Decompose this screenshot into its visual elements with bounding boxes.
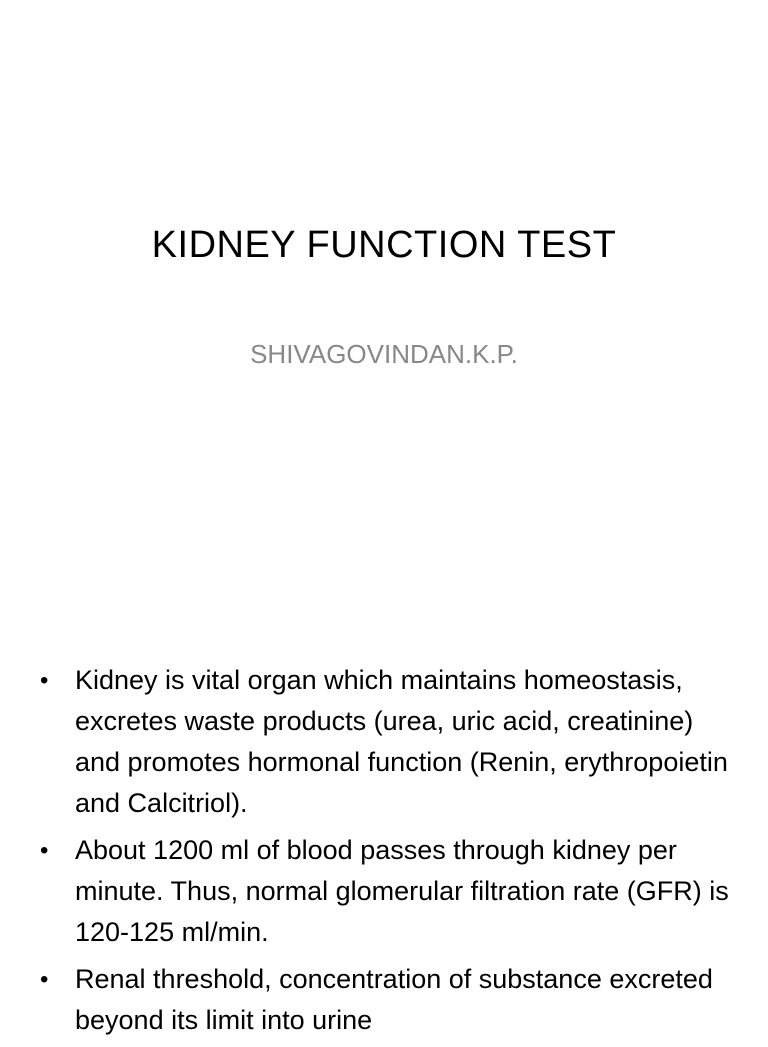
bullet-text: About 1200 ml of blood passes through kidney per minute. Thus, normal glomerular filtration rate (GFR) is 120-125 ml/min. <box>75 835 729 947</box>
bullet-item <box>40 959 740 1041</box>
slide-title: KIDNEY FUNCTION TEST <box>151 224 617 266</box>
bullet-dot-icon: • <box>40 966 49 993</box>
bullet-list <box>40 660 740 1047</box>
bullet-item <box>40 660 740 824</box>
bullet-dot-icon: • <box>40 837 49 864</box>
bullet-text: Renal threshold, concentration of substance excreted beyond its limit into urine <box>75 964 713 1035</box>
bullet-dot-icon: • <box>40 667 49 694</box>
bullet-text: Kidney is vital organ which maintains homeostasis, excretes waste products (urea, uric acid, creatinine) and promotes hormonal function (Renin, erythropoietin and Calcitriol). <box>75 665 728 818</box>
slide-subtitle: SHIVAGOVINDAN.K.P. <box>250 339 518 369</box>
bullet-item <box>40 830 740 953</box>
